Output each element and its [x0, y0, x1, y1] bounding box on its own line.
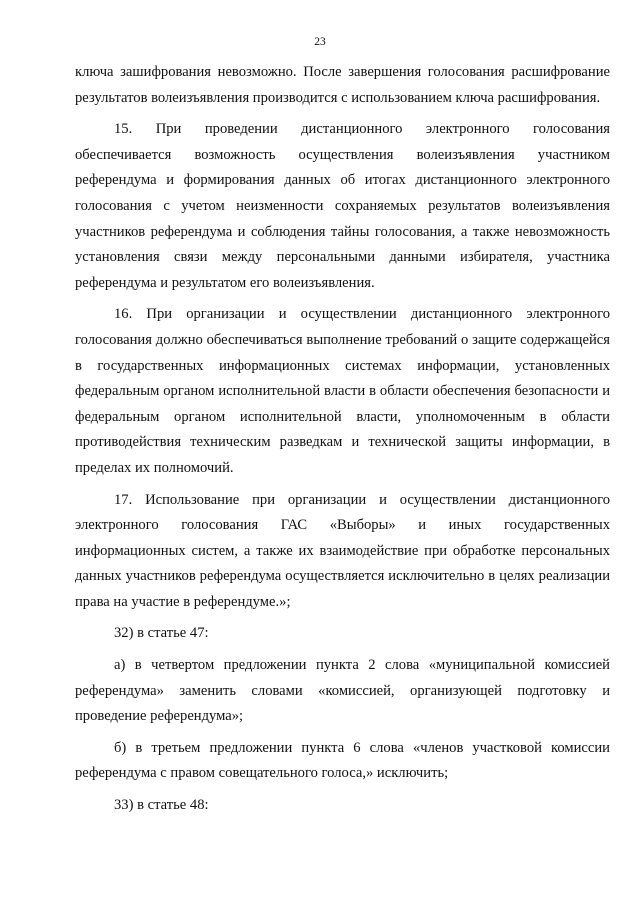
- paragraph-16: 16. При организации и осуществлении дистанционного электронного голосования должно обеспечиваться выполнение требований о защите содержащейся в государственных информационных системах информации, установленных федеральным органом исполнительной власти в области обеспечения безопасности и федеральным органом исполнительной власти, уполномоченным в области противодействия техническим разведкам и технической защиты информации, в пределах их полномочий.: [75, 306, 610, 476]
- item-32-a: а) в четвертом предложении пункта 2 слова «муниципальной комиссией референдума» заменить словами «комиссией, организующей подготовку и проведение референдума»;: [75, 657, 610, 725]
- document-body: [75, 60, 610, 825]
- paragraph-continuation: ключа зашифрования невозможно. После завершения голосования расшифрование результатов волеизъявления производится с использованием ключа расшифрования.: [75, 64, 610, 106]
- item-32: 32) в статье 47:: [114, 625, 209, 642]
- paragraph-15: 15. При проведении дистанционного электронного голосования обеспечивается возможность осуществления волеизъявления участником референдума и формирования данных об итогах дистанционного электронного голосования с учетом неизменности сохраняемых результатов волеизъявления участников референдума и соблюдения тайны голосования, а также невозможность установления связи между персональными данными избирателя, участника референдума и результатом его волеизъявления.: [75, 121, 610, 291]
- paragraph-17: 17. Использование при организации и осуществлении дистанционного электронного голосования ГАС «Выборы» и иных государственных информационных систем, а также их взаимодействие при обработке персональных данных участников референдума осуществляется исключительно в целях реализации права на участие в референдуме.»;: [75, 491, 610, 610]
- page-number: 23: [314, 36, 326, 48]
- item-32-b: б) в третьем предложении пункта 6 слова «членов участковой комиссии референдума с правом совещательного голоса,» исключить;: [75, 739, 610, 782]
- item-33: 33) в статье 48:: [114, 797, 209, 814]
